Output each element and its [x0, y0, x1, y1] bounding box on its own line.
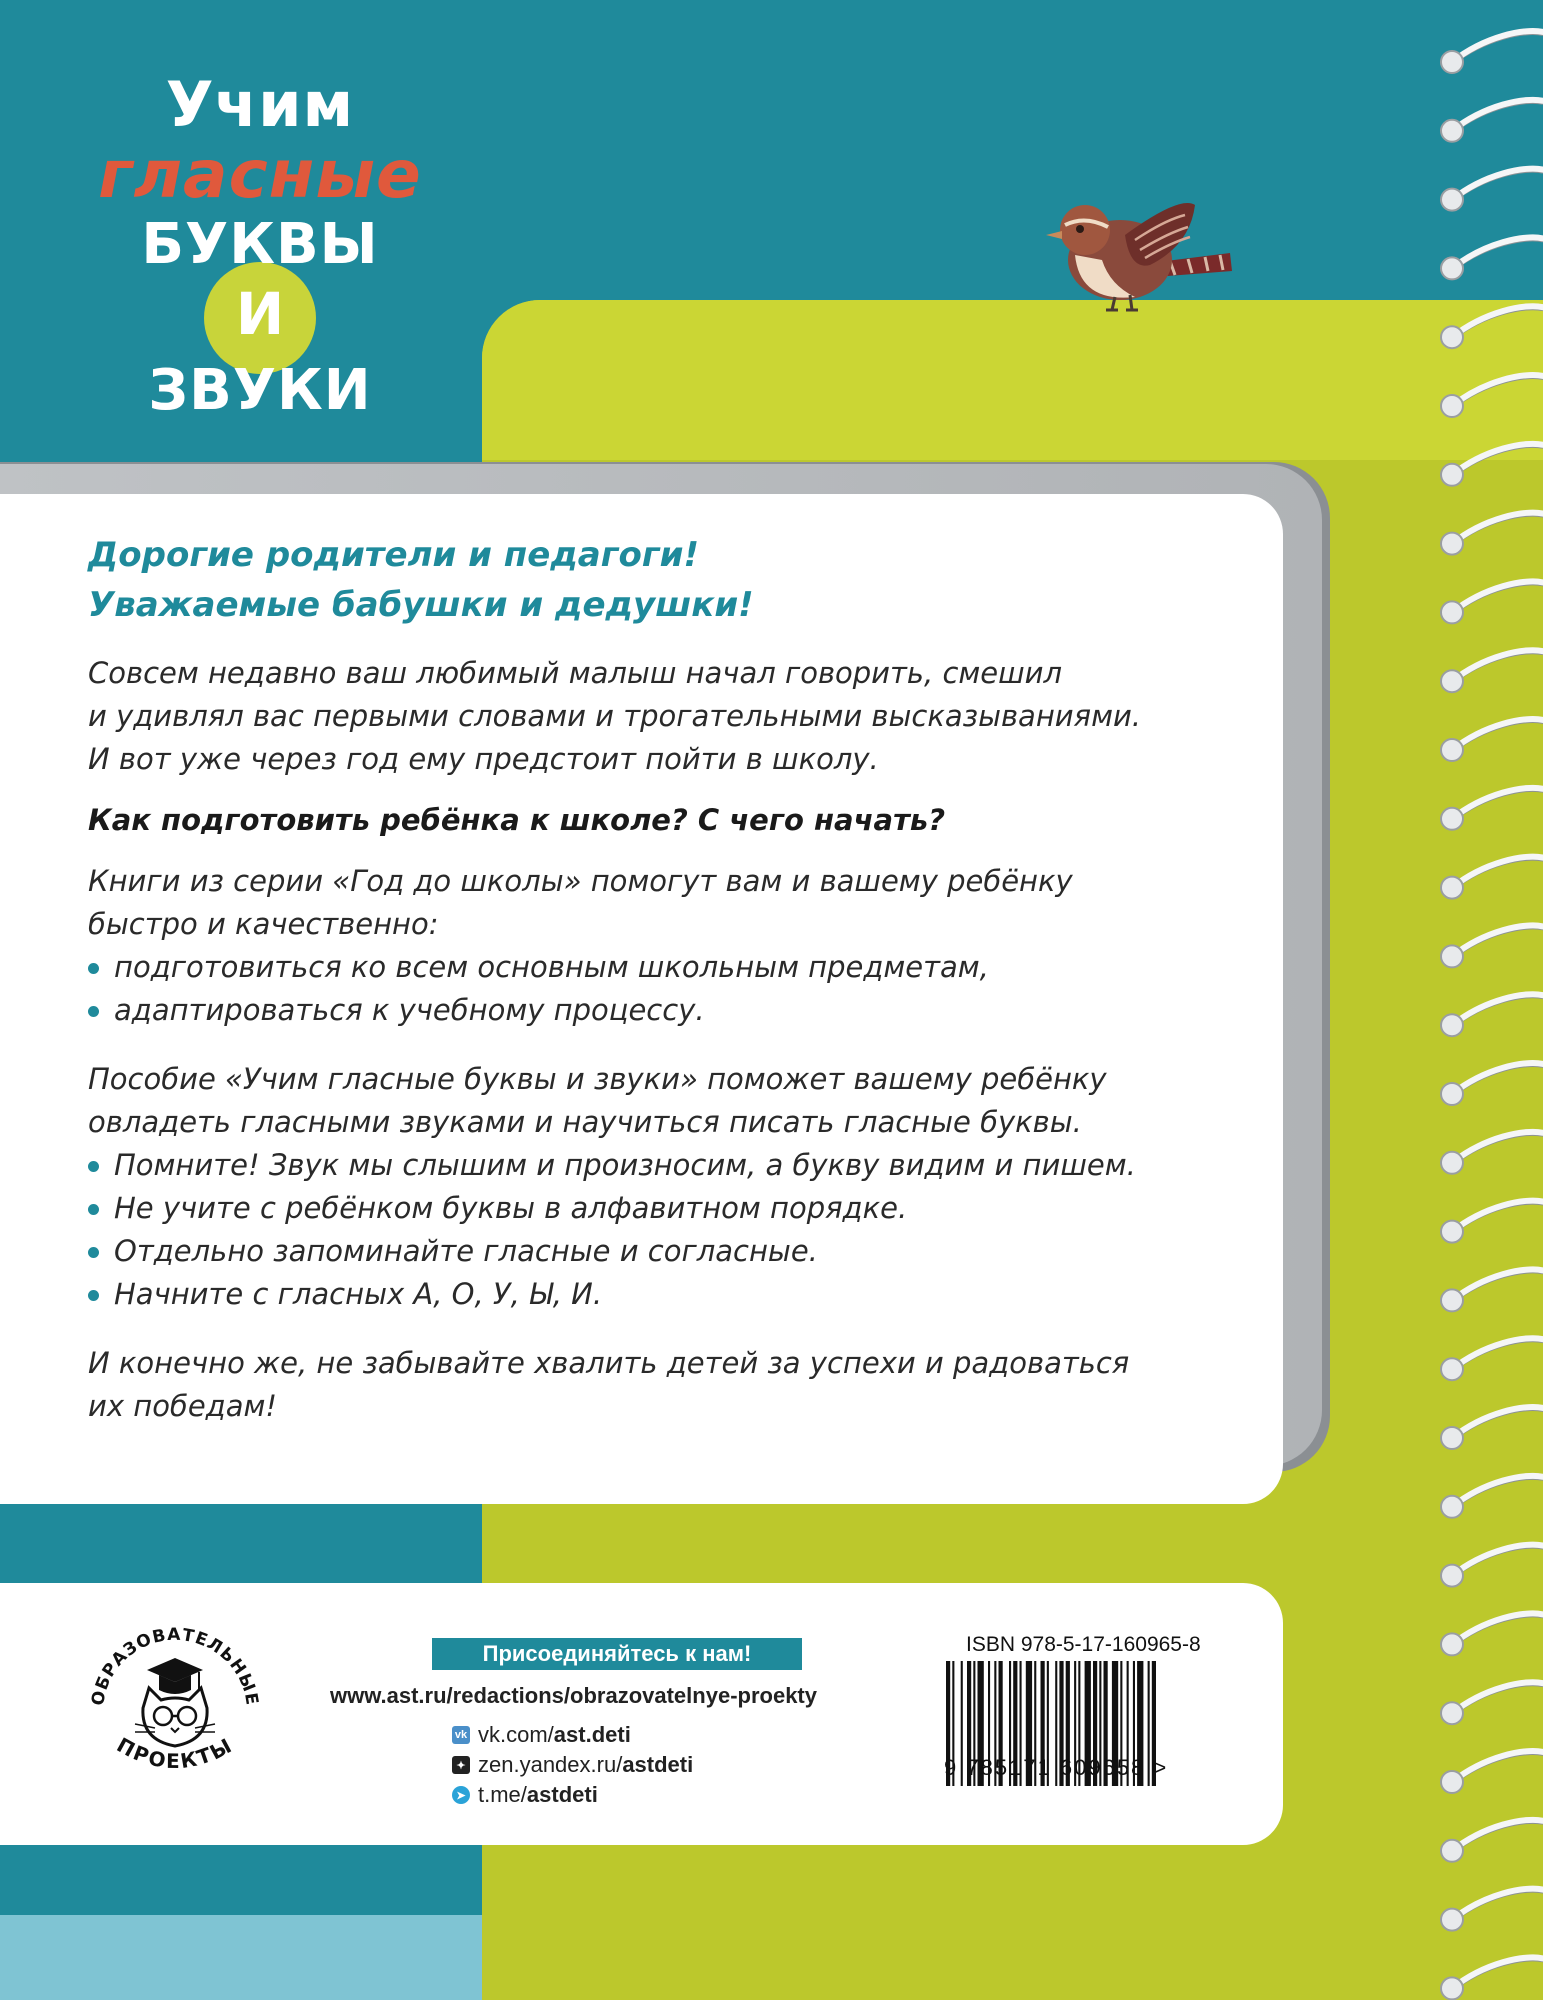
- spiral-ring: [1441, 1820, 1543, 1862]
- spiral-ring: [1441, 1269, 1543, 1311]
- spiral-ring: [1441, 994, 1543, 1036]
- title-line-3: БУКВЫ: [141, 212, 379, 277]
- spiral-ring: [1441, 513, 1543, 555]
- title-circle-letter: И: [204, 262, 316, 374]
- title-line-2: гласные: [98, 136, 422, 213]
- light-blue-stripe: [0, 1915, 482, 2000]
- spiral-ring: [1441, 1063, 1543, 1105]
- bullet-icon: [88, 1006, 99, 1017]
- social-prefix: vk.com/: [478, 1722, 554, 1747]
- spiral-ring: [1441, 169, 1543, 211]
- spiral-ring: [1441, 1338, 1543, 1380]
- spiral-binding: [1430, 0, 1543, 2000]
- telegram-icon: ➤: [452, 1786, 470, 1804]
- intro-line-1: Совсем недавно ваш любимый малыш начал говорить, смешил: [88, 656, 1063, 690]
- list-item: [88, 1187, 1248, 1230]
- manual-line-2: овладеть гласными звуками и научиться писать гласные буквы.: [88, 1105, 1082, 1139]
- bird-illustration: [1040, 185, 1240, 315]
- spiral-ring: [1441, 650, 1543, 692]
- spiral-ring: [1441, 237, 1543, 279]
- social-handle: ast.deti: [553, 1722, 631, 1747]
- spiral-ring: [1441, 1545, 1543, 1587]
- spiral-ring: [1441, 1476, 1543, 1518]
- isbn-label: ISBN 978-5-17-160965-8: [966, 1633, 1201, 1656]
- social-links: [452, 1720, 872, 1810]
- list-item-text: Отдельно запоминайте гласные и согласные.: [114, 1234, 818, 1268]
- spiral-ring: [1441, 444, 1543, 486]
- publisher-logo: [75, 1600, 275, 1800]
- spiral-ring: [1441, 375, 1543, 417]
- card-content: [88, 530, 1248, 1428]
- title-line-1: Учим: [165, 68, 355, 141]
- spiral-ring: [1441, 1613, 1543, 1655]
- spiral-ring: [1441, 1751, 1543, 1793]
- spiral-ring: [1441, 100, 1543, 142]
- intro-line-2: и удивлял вас первыми словами и трогательными высказываниями.: [88, 699, 1142, 733]
- bullet-icon: [88, 1290, 99, 1301]
- spiral-ring: [1441, 788, 1543, 830]
- list-item-text: подготовиться ко всем основным школьным предметам,: [114, 950, 989, 984]
- intro-paragraph: [88, 652, 1248, 781]
- join-badge: Присоединяйтесь к нам!: [432, 1638, 802, 1670]
- closing-line-1: И конечно же, не забывайте хвалить детей за успехи и радоваться: [88, 1346, 1130, 1380]
- spiral-ring: [1441, 1957, 1543, 1999]
- intro-line-3: И вот уже через год ему предстоит пойти в школу.: [88, 742, 879, 776]
- series-line-1: Книги из серии «Год до школы» помогут вам и вашему ребёнку: [88, 864, 1073, 898]
- spiral-ring: [1441, 306, 1543, 348]
- footer-panel: [0, 1583, 1283, 1845]
- bullet-icon: [88, 963, 99, 974]
- list-item-text: адаптироваться к учебному процессу.: [114, 993, 705, 1027]
- logo-top-text: ОБРАЗОВАТЕЛЬНЫЕ: [88, 1624, 262, 1708]
- logo-bottom-text: ПРОЕКТЫ: [112, 1732, 238, 1774]
- spiral-ring: [1441, 719, 1543, 761]
- list-item: [88, 1144, 1248, 1187]
- series-paragraph: [88, 860, 1248, 1032]
- spiral-ring: [1441, 1889, 1543, 1931]
- barcode-number: 9 785171 609658 >: [944, 1755, 1169, 1780]
- closing-line-2: их победам!: [88, 1389, 277, 1423]
- list-item: [88, 1230, 1248, 1273]
- social-handle: astdeti: [526, 1782, 598, 1807]
- vk-icon: vk: [452, 1726, 470, 1744]
- zen-icon: ✦: [452, 1756, 470, 1774]
- spiral-ring: [1441, 1132, 1543, 1174]
- list-item: [88, 1273, 1248, 1316]
- closing-paragraph: [88, 1342, 1248, 1428]
- social-link-zen[interactable]: [452, 1750, 872, 1780]
- cover-title: [90, 70, 430, 426]
- bullet-icon: [88, 1161, 99, 1172]
- spiral-ring: [1441, 31, 1543, 73]
- list-item-text: Начните с гласных А, О, У, Ы, И.: [114, 1277, 603, 1311]
- website-link[interactable]: www.ast.ru/redactions/obrazovatelnye-proekty: [330, 1683, 817, 1708]
- spiral-ring: [1441, 1407, 1543, 1449]
- social-prefix: zen.yandex.ru/: [478, 1752, 623, 1777]
- spiral-ring: [1441, 857, 1543, 899]
- text-card: [0, 494, 1283, 1504]
- question-heading: Как подготовить ребёнка к школе? С чего начать?: [88, 803, 946, 837]
- bullet-icon: [88, 1204, 99, 1215]
- series-line-2: быстро и качественно:: [88, 907, 439, 941]
- spiral-ring: [1441, 1682, 1543, 1724]
- social-handle: astdeti: [622, 1752, 694, 1777]
- list-item: [88, 946, 1248, 989]
- social-link-vk[interactable]: [452, 1720, 872, 1750]
- title-line-5: ЗВУКИ: [148, 358, 372, 423]
- spiral-ring: [1441, 925, 1543, 967]
- social-prefix: t.me/: [478, 1782, 527, 1807]
- spiral-ring: [1441, 1201, 1543, 1243]
- manual-line-1: Пособие «Учим гласные буквы и звуки» поможет вашему ребёнку: [88, 1062, 1107, 1096]
- social-link-telegram[interactable]: [452, 1780, 872, 1810]
- list-item: [88, 989, 1248, 1032]
- bullet-icon: [88, 1247, 99, 1258]
- spiral-ring: [1441, 581, 1543, 623]
- greeting-line-2: Уважаемые бабушки и дедушки!: [88, 585, 754, 625]
- lime-panel-highlight: [482, 300, 1543, 460]
- list-item-text: Помните! Звук мы слышим и произносим, а букву видим и пишем.: [114, 1148, 1136, 1182]
- greeting-line-1: Дорогие родители и педагоги!: [88, 535, 699, 575]
- list-item-text: Не учите с ребёнком буквы в алфавитном порядке.: [114, 1191, 908, 1225]
- manual-paragraph: [88, 1058, 1248, 1316]
